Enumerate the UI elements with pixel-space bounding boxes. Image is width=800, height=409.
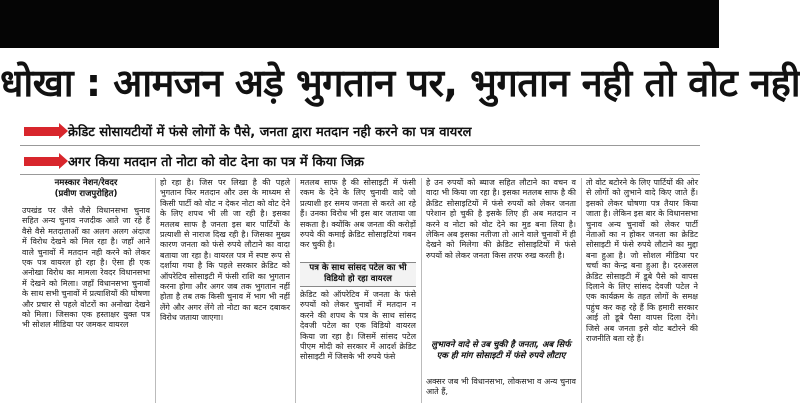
subhead-1: [24, 120, 471, 142]
pull-quote: लुभावने वादे से उब चुकी है जनता, अब सिर्फ एक ही मांग सोसाइटी में फंसे रुपये लौटाए: [431, 340, 571, 361]
subhead-1-text: क्रेडिट सोसायटीयों में फंसे लोगों के पैसे, जनता द्वारा मतदान नही करने का पत्र वायरल: [68, 125, 472, 140]
divider: [20, 145, 700, 146]
article-text: अक्सर जब भी विधानसभा, लोकसभा व अन्य चुनाव आते हैं,: [426, 377, 576, 397]
column-divider: [421, 178, 422, 403]
article-text: उपखंड पर जैसे जैसे विधानसभा चुनाव सहित अन्य चुनाव नजदीक आते जा रहे हैं वैसे वैसे मतदाताओं का अलग अलग अंदाज में विरोध देखने को मिल रहा है। जहाँ आने वाले चुनावों में मतदान नही करने को लेकर एक पत्र वायरल हो रहा है। ऐसा ही एक अनोखा विरोध का मामला रेवदर विधानसभा में देखने को मिला। जहाँ विधानसभा चुनावों के साथ सभी चुनावों में प्रत्याशियों की घोषणा और प्रचार से पहले वोटरों का अनोखा देखने को मिला। जिसका एक हस्ताक्षर युक्त पत्र भी सोशल मीडिया पर जमकर वायरल: [22, 206, 150, 330]
article-column-3-top: [300, 178, 416, 258]
box-heading: पत्र के साथ सांसद पटेल का भी विडियो हो रहा वायरल: [300, 262, 416, 287]
column-divider: [155, 178, 156, 403]
byline: [22, 178, 150, 200]
red-arrow-icon: [24, 157, 60, 166]
article-text: मतलब साफ है की सोसाइटी में फंसी रकम के देने के लिए चुनावी वादे जो प्रत्याशी हर समय जनता से करते आ रहे हैं। उनका विरोध भी इस बार जताया जा सकता है। क्योंकि अब जनता की करोड़ों रुपये की कमाई क्रेडिट सोसाइटियां गबन कर चुकी है।: [300, 178, 416, 250]
headline: धोखा : आमजन अड़े भुगतान पर, भुगतान नही तो वोट नही: [0, 61, 800, 105]
subhead-2: [24, 150, 364, 172]
article-text: हे उन रुपयों को ब्याज सहित लौटाने का वचन व वादा भी किया जा रहा है। इसका मतलब साफ है की क्रेडिट सोसाइटियों में फंसे रुपयों को लेकर जनता परेशान हो चुकी है इसके लिए ही अब मतदान न करने व नोटा को वोट देने का मुड बना लिया है। लेकिन अब इसका नतीजा तो आने वाले चुनावों में ही देखने को मिलेगा की क्रेडिट सोसाइटियों में फंसे रुपयों को लेकर जनता किस तरफ रुख करती है।: [426, 178, 576, 260]
article-column-3-bottom: [300, 290, 416, 403]
article-column-5: [586, 178, 698, 403]
article-column-4-top: [426, 178, 576, 338]
article-column-4-bottom: [426, 377, 576, 403]
top-black-band: [0, 0, 719, 48]
column-divider: [295, 178, 296, 403]
divider: [20, 174, 700, 175]
subhead-2-text: अगर किया मतदान तो नोटा को वोट देना का पत्र में किया जिक्र: [68, 155, 365, 170]
article-text: हो रहा है। जिस पर लिखा है की पहले भुगतान फिर मतदान और उस के माध्यम से किसी पार्टी को वोट न देकर नोटा को वोट देने के लिए शपथ भी ली जा रही है। इसका मतलब साफ है जनता इस बार पार्टियों के प्रत्याशी से नाराज दिख रही है। जिसका मुख्य कारण जनता को फंसे रुपये लौटाने का वादा बताया जा रहा है। वायरल पत्र में स्पष्ट रूप से दर्शाया गया है कि पहले सरकार क्रेडिट को ऑपरेटिव सोसाइटी में फंसी राशि का भुगतान करना होगा और अगर जब तक भुगतान नहीं होता है तब तक किसी चुनाव में भाग भी नहीं लेंगे और अगर लेंगे तो नोटा का बटन दबाकर विरोध जताया जाएगा।: [160, 178, 290, 323]
article-column-2: [160, 178, 290, 403]
article-text: क्रेडिट को ऑपरेटिव में जनता के फंसे रुपयों को लेकर चुनावों में मतदान न करने की शपथ के पत्र के साथ सांसद देवजी पटेल का एक विडियो वायरल किया जा रहा है। जिसमें सांसद पटेल पीएम मोदी को सरकार में आदर्श क्रेडिट सोसाइटी में जिसके भी रुपये फंसे: [300, 290, 416, 362]
article-column-1: [22, 178, 150, 403]
column-divider: [581, 178, 582, 403]
byline-location: नमस्कार नेशन/रेवदर: [54, 178, 118, 188]
article-text: तो वोट बटोरने के लिए पार्टियों की ओर से लोगों को लुभाने वादे किए जाते हैं। इसको लेकर घोषणा पत्र तैयार किया जाता है। लेकिन इस बार के विधानसभा चुनाव अन्य चुनावों को लेकर पार्टी नेताओं का न होकर जनता का क्रेडिट सोसाइटी में फंसे रुपये लौटाने का मुद्दा बना हुआ है। जो सोशल मीडिया पर चर्चा का केन्द्र बना हुआ है। दरअसल क्रेडिट सोसाइटी में डूबे पैसे को वापस दिलाने के लिए सांसद देवजी पटेल ने एक कार्यक्रम के तहत लोगों के समक्ष पहुंच कर कह रहे हैं कि हमारी सरकार आई तो डूबे पैसा वापस दिला देंगे। जिसे अब जनता इसे वोट बटोरने की राजनीति बता रहे हैं।: [586, 178, 698, 344]
red-arrow-icon: [24, 127, 60, 136]
byline-author: (प्रवीण राजपुरोहित): [54, 189, 118, 199]
